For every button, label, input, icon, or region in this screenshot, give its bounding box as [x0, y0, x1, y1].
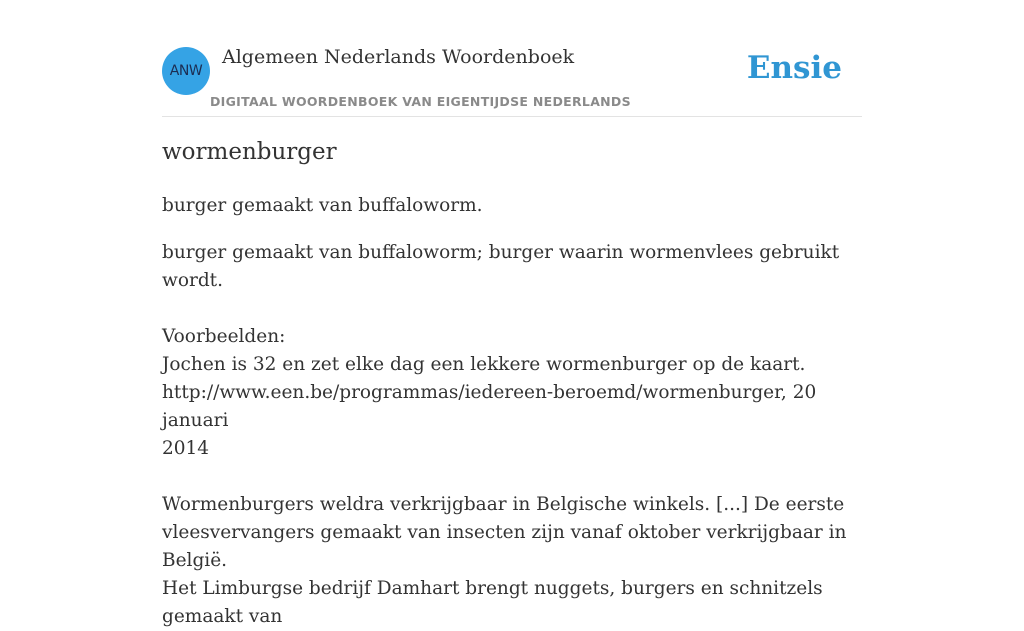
anw-logo[interactable]: ANW [162, 47, 210, 95]
site-header [162, 0, 862, 117]
full-definition: burger gemaakt van buffaloworm; burger waarin wormenvlees gebruikt wordt. [162, 242, 840, 291]
entry-headword: wormenburger [162, 139, 337, 165]
example-1-source-year: 2014 [162, 438, 210, 459]
spacer [162, 463, 862, 491]
example-2-line-2: vleesvervangers gemaakt van insecten zijn vanaf oktober verkrijgbaar in België. [162, 522, 847, 571]
short-definition: burger gemaakt van buffaloworm. [162, 195, 483, 216]
example-1: Jochen is 32 en zet elke dag een lekkere wormenburger op de kaart. [162, 354, 806, 375]
entry-body [162, 239, 862, 631]
dictionary-subtitle: DIGITAAL WOORDENBOEK VAN EIGENTIJDSE NEDERLANDS [210, 94, 631, 109]
ensie-logo[interactable]: Ensie [746, 50, 842, 86]
spacer [162, 295, 862, 323]
examples-label: Voorbeelden: [162, 326, 286, 347]
example-2-line-1: Wormenburgers weldra verkrijgbaar in Belgische winkels. [...] De eerste [162, 494, 845, 515]
page [162, 0, 862, 627]
dictionary-title[interactable]: Algemeen Nederlands Woordenboek [222, 46, 575, 68]
example-1-source: http://www.een.be/programmas/iedereen-beroemd/wormenburger, 20 januari [162, 382, 817, 431]
example-2-line-3: Het Limburgse bedrijf Damhart brengt nuggets, burgers en schnitzels gemaakt van [162, 578, 823, 627]
